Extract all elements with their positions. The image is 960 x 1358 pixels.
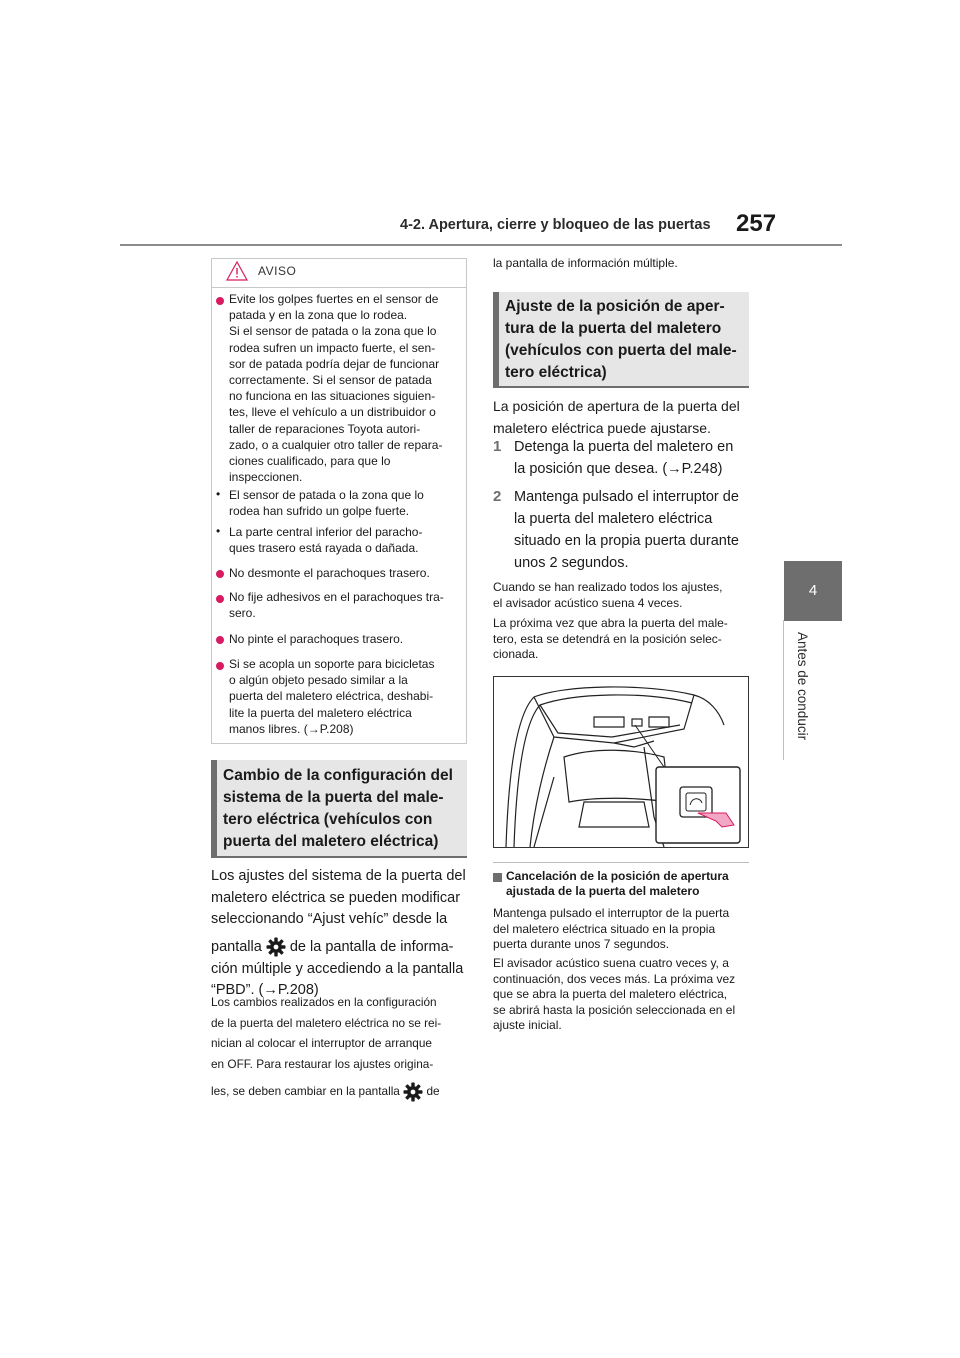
- right-para-2: La próxima vez que abra la puerta del male- tero, esta se detendrá en la posición selec- cionada.: [493, 616, 728, 661]
- warning-bullet: [216, 297, 224, 305]
- dash-marker: •: [216, 524, 221, 538]
- section-header-accent: [211, 760, 217, 856]
- warning-bullet: [216, 662, 224, 670]
- left-body-text: Los ajustes del sistema de la puerta del maletero eléctrica se pueden modificar seleccionando “Ajust vehíc” desde la pantalla de la pantalla de informa- ción múltiple y accediendo a la pantalla “PBD”. (→P.208): [211, 868, 466, 998]
- section-header-rule: [493, 386, 749, 388]
- warning-bullet: [216, 570, 224, 578]
- warning-title: AVISO: [258, 264, 297, 278]
- subsection-heading: Cancelación de la posición de apertura ajustada de la puerta del maletero: [506, 869, 729, 898]
- tailgate-drawing: [494, 677, 748, 847]
- warning-triangle-icon: [226, 261, 248, 281]
- warning-item-4: No pinte el parachoques trasero.: [229, 632, 404, 646]
- warning-subitem-1: El sensor de patada o la zona que lo rodea han sufrido un golpe fuerte.: [229, 488, 424, 519]
- warning-bullet: [216, 595, 224, 603]
- running-header: 4-2. Apertura, cierre y bloqueo de las puertas: [400, 217, 711, 233]
- warning-header: [212, 259, 466, 288]
- dash-marker: •: [216, 487, 221, 501]
- warning-item-3: No fije adhesivos en el parachoques tra- sero.: [229, 590, 444, 621]
- step-number: 1: [493, 438, 502, 455]
- step-number: 2: [493, 488, 502, 505]
- right-para-3: Mantenga pulsado el interruptor de la puerta del maletero eléctrica situado en la propia puerta durante unos 7 segundos.: [493, 906, 730, 951]
- right-top-line: la pantalla de información múltiple.: [493, 256, 678, 270]
- warning-subitem-2: La parte central inferior del paracho- ques trasero está rayada o dañada.: [229, 525, 423, 556]
- right-intro: La posición de apertura de la puerta del maletero eléctrica puede ajustarse.: [493, 398, 740, 436]
- section-title-cambio: Cambio de la configuración del sistema de la puerta del male- tero eléctrica (vehículos con puerta del maletero eléctrica): [223, 767, 453, 850]
- right-para-1: Cuando se han realizado todos los ajustes, el avisador acústico suena 4 veces.: [493, 580, 723, 610]
- warning-item-2: No desmonte el parachoques trasero.: [229, 566, 430, 580]
- settings-gear-icon: [266, 937, 286, 957]
- page-number: 257: [736, 210, 777, 237]
- section-header-accent: [493, 292, 499, 386]
- header-rule: [120, 244, 842, 246]
- step-1-text: Detenga la puerta del maletero en la posición que desea. (→P.248): [514, 439, 734, 477]
- right-para-4: El avisador acústico suena cuatro veces y, a continuación, dos veces más. La próxima vez que se abra la puerta del maletero eléctrica, se abrirá hasta la posición seleccionada en el ajuste inicial.: [493, 956, 736, 1032]
- warning-bullet: [216, 636, 224, 644]
- section-title-ajuste: Ajuste de la posición de aper- tura de la puerta del maletero (vehículos con puerta del male- tero eléctrica): [505, 298, 737, 381]
- tailgate-switch-illustration: [493, 676, 749, 848]
- warning-item-5: Si se acopla un soporte para bicicletas o algún objeto pesado similar a la puerta del maletero eléctrica, deshabi- lite la puerta del maletero eléctrica manos libres. (→P.208): [229, 657, 435, 736]
- chapter-label: Antes de conducir: [795, 632, 810, 741]
- subsection-rule: [493, 862, 749, 863]
- settings-gear-icon: [403, 1082, 423, 1102]
- section-header-rule: [211, 856, 467, 858]
- chapter-tab: 4: [784, 561, 842, 621]
- subsection-marker: [493, 873, 502, 882]
- chapter-tab-line: [783, 620, 784, 760]
- chapter-label-wrap: [793, 632, 813, 762]
- left-note-text: Los cambios realizados en la configuración de la puerta del maletero eléctrica no se rei- nician al colocar el interruptor de arranque en OFF. Para restaurar los ajustes origina- les, se deben cambiar en la pantalla de: [211, 992, 473, 1103]
- warning-item-1: Evite los golpes fuertes en el sensor de patada y en la zona que lo rodea. Si el sensor de patada o la zona que lo rodea sufren un impacto fuerte, el sen- sor de patada podría dejar de funcionar correctamente. Si el sensor de patada no funciona en las situaciones siguien- tes, lleve el vehículo a un distribuidor o taller de reparaciones Toyota autori- zado, o a cualquier otro taller de repara- ciones cualificado, para que lo inspeccionen.: [229, 292, 443, 485]
- step-2-text: Mantenga pulsado el interruptor de la puerta del maletero eléctrica situado en la propia puerta durante unos 2 segundos.: [514, 489, 739, 571]
